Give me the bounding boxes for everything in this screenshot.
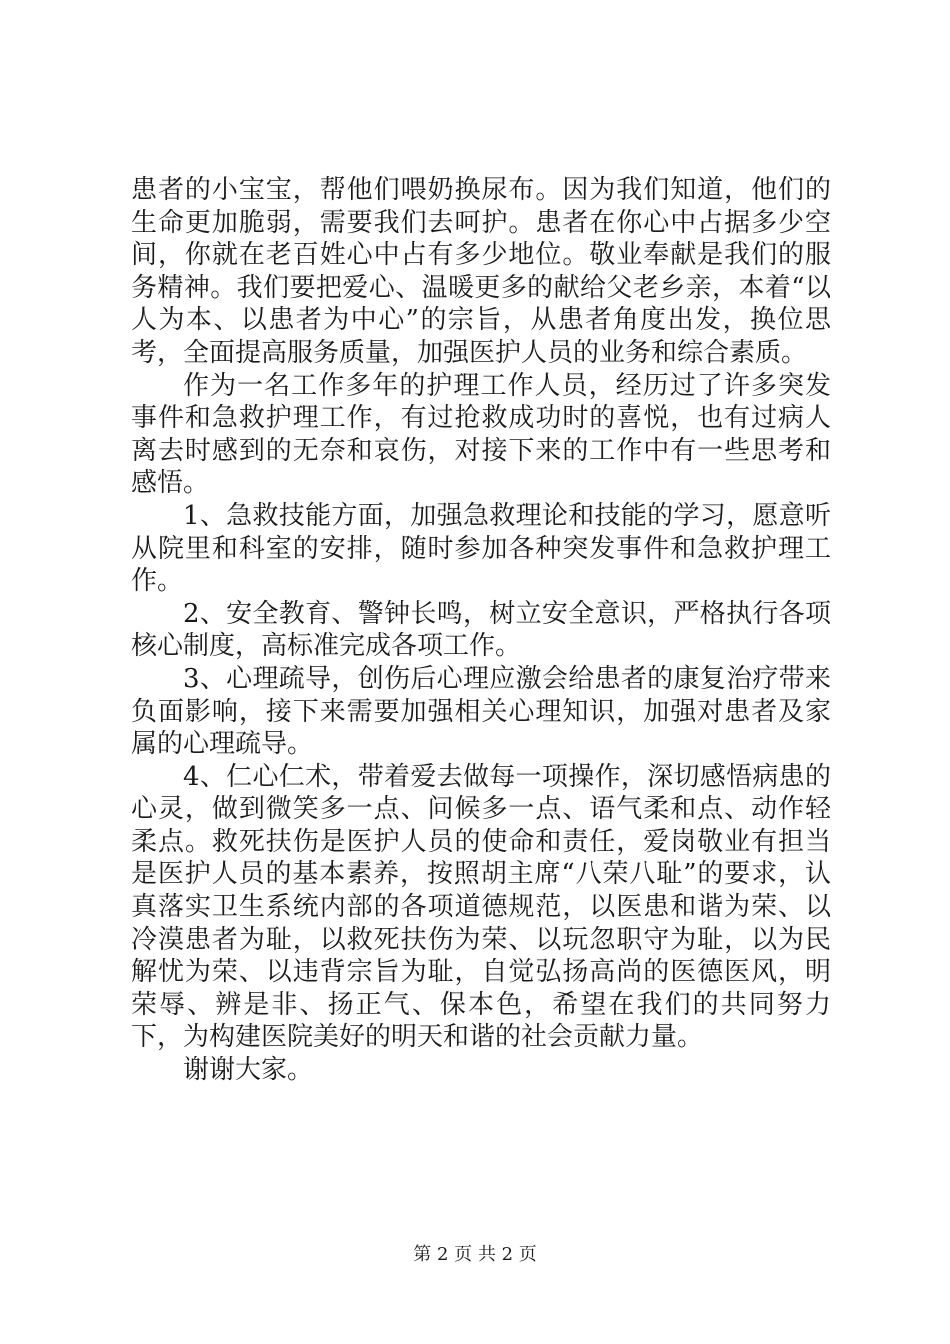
paragraph-5: 3、心理疏导，创伤后心理应激会给患者的康复治疗带来负面影响，接下来需要加强相关心理知识，加强对患者及家属的心理疏导。 xyxy=(131,663,831,760)
paragraph-6: 4、仁心仁术，带着爱去做每一项操作，深切感悟病患的心灵，做到微笑多一点、问候多一点、语气柔和点、动作轻柔点。救死扶伤是医护人员的使命和责任，爱岗敬业有担当是医护人员的基本素养，按照胡主席“八荣八耻”的要求，认真落实卫生系统内部的各项道德规范，以医患和谐为荣、以冷漠患者为耻，以救死扶伤为荣、以玩忽职守为耻，以为民解忧为荣、以违背宗旨为耻，自觉弘扬高尚的医德医风，明荣辱、辨是非、扬正气、保本色，希望在我们的共同努力下，为构建医院美好的明天和谐的社会贡献力量。 xyxy=(131,761,831,1053)
paragraph-7: 谢谢大家。 xyxy=(183,1055,314,1086)
paragraph-3: 1、急救技能方面，加强急救理论和技能的学习，愿意听从院里和科室的安排，随时参加各种突发事件和急救护理工作。 xyxy=(131,500,831,597)
document-body xyxy=(131,174,831,1087)
paragraph-4: 2、安全教育、警钟长鸣，树立安全意识，严格执行各项核心制度，高标准完成各项工作。 xyxy=(131,598,831,662)
paragraph-1: 患者的小宝宝，帮他们喂奶换尿布。因为我们知道，他们的生命更加脆弱，需要我们去呵护。患者在你心中占据多少空间，你就在老百姓心中占有多少地位。敬业奉献是我们的服务精神。我们要把爱心、温暖更多的献给父老乡亲，本着“以人为本、以患者为中心”的宗旨，从患者角度出发，换位思考，全面提高服务质量，加强医护人员的业务和综合素质。 xyxy=(131,175,831,368)
paragraph-2: 作为一名工作多年的护理工作人员，经历过了许多突发事件和急救护理工作，有过抢救成功时的喜悦，也有过病人离去时感到的无奈和哀伤，对接下来的工作中有一些思考和感悟。 xyxy=(131,370,831,499)
page-footer: 第 2 页 共 2 页 xyxy=(413,1244,537,1265)
